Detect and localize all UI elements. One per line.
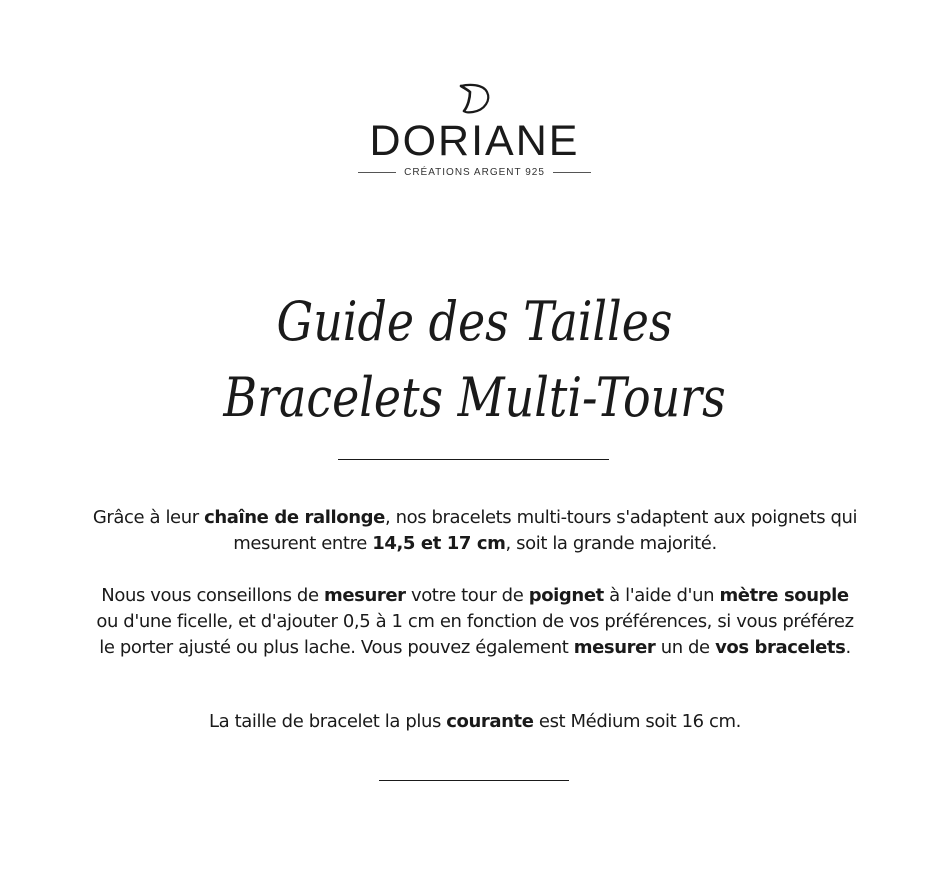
top-divider xyxy=(338,459,609,460)
highlight-extension-chain: chaîne de rallonge xyxy=(204,507,385,528)
title-line-1: Guide des Tailles xyxy=(276,290,673,354)
highlight-wrist: poignet xyxy=(528,585,604,606)
brand-tagline: CRÉATIONS ARGENT 925 xyxy=(404,167,545,178)
brand-name: DORIANE xyxy=(369,117,580,165)
advice-paragraph: Nous vous conseillons de mesurer votre tour de poignet à l'aide d'un mètre souple ou d'une ficelle, et d'ajouter 0,5 à 1 cm en fonction de vos préférences, si vous préférez le porter ajusté ou plus lache. Vous pouvez également mesurer un de vos bracelets. xyxy=(96,585,854,658)
common-size-paragraph: La taille de bracelet la plus courante est Médium soit 16 cm. xyxy=(209,711,741,732)
brand-tagline-row xyxy=(0,167,949,178)
highlight-common: courante xyxy=(446,711,534,732)
highlight-measure-2: mesurer xyxy=(573,637,656,658)
title-line-2: Bracelets Multi-Tours xyxy=(223,366,726,430)
doriane-monogram-icon xyxy=(455,82,495,116)
highlight-tape-measure: mètre souple xyxy=(719,585,849,606)
page-title xyxy=(71,284,878,436)
intro-paragraph: Grâce à leur chaîne de rallonge, nos bracelets multi-tours s'adaptent aux poignets qui mesurent entre 14,5 et 17 cm, soit la grande majorité. xyxy=(92,507,858,554)
bottom-divider xyxy=(379,780,569,781)
highlight-measure: mesurer xyxy=(323,585,406,606)
highlight-size-range: 14,5 et 17 cm xyxy=(372,533,506,554)
tagline-rule-right xyxy=(553,172,591,173)
highlight-your-bracelets: vos bracelets xyxy=(715,637,846,658)
tagline-rule-left xyxy=(358,172,396,173)
brand-logo xyxy=(0,82,949,178)
